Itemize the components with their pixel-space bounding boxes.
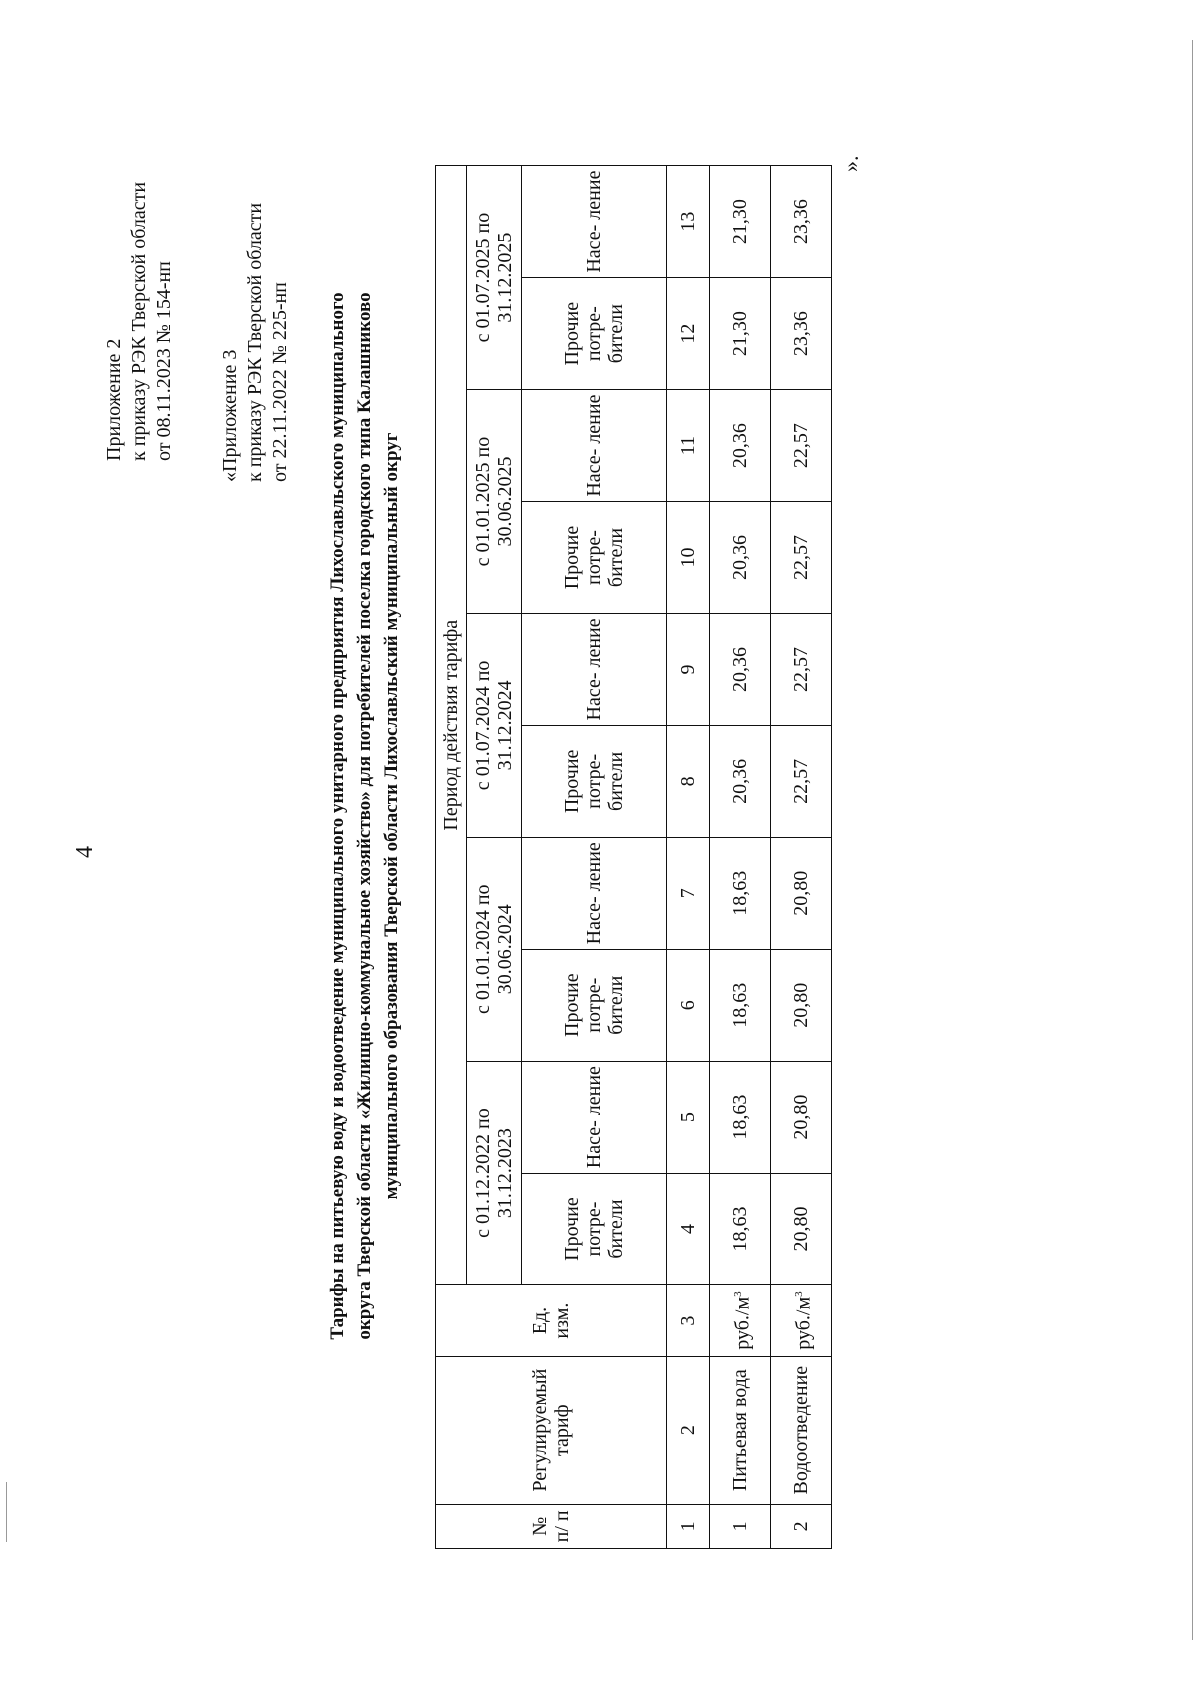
column-number: 10 <box>667 502 710 614</box>
table-row <box>771 166 832 1549</box>
column-number: 4 <box>667 1173 710 1285</box>
column-number: 3 <box>667 1285 710 1356</box>
tariff-table <box>435 165 832 1549</box>
appendix-previous-date: от 22.11.2022 № 225-нп <box>269 282 291 482</box>
column-number-row <box>667 166 710 1549</box>
consumer-others: Прочие потре- бители <box>522 949 667 1061</box>
consumer-others: Прочие потре- бители <box>522 1173 667 1285</box>
period-4: с 01.01.2025 по 30.06.2025 <box>467 390 522 614</box>
column-number: 1 <box>667 1504 710 1548</box>
consumer-population: Насе- ление <box>522 1061 667 1173</box>
tariff-value: 22,57 <box>771 390 832 502</box>
row-unit: $руб./м^3$ <box>710 1285 771 1356</box>
appendix-current-block <box>102 182 177 461</box>
column-number: 5 <box>667 1061 710 1173</box>
appendix-current-title: Приложение 2 <box>103 338 125 461</box>
tariff-value: 18,63 <box>710 1173 771 1285</box>
tariff-value: 20,36 <box>710 613 771 725</box>
heading-line-1: Тарифы на питьевую воду и водоотведение муниципального унитарного предприятия Лихославльского муниципального <box>327 292 348 1340</box>
tariff-value: 20,80 <box>771 1173 832 1285</box>
appendix-previous-title: «Приложение 3 <box>219 349 241 482</box>
appendix-previous-order: к приказу РЭК Тверской области <box>244 202 266 482</box>
appendix-current-order: к приказу РЭК Тверской области <box>128 181 150 461</box>
tariff-value: 20,80 <box>771 837 832 949</box>
column-number: 11 <box>667 390 710 502</box>
column-number: 13 <box>667 166 710 278</box>
tariff-value: 23,36 <box>771 166 832 278</box>
period-1: с 01.12.2022 по 31.12.2023 <box>467 1061 522 1285</box>
heading-line-3: муниципального образования Тверской области Лихославльский муниципальный округ <box>381 432 402 1200</box>
column-number: 2 <box>667 1356 710 1504</box>
consumer-others: Прочие потре- бители <box>522 502 667 614</box>
header-num: № п/ п <box>436 1504 667 1548</box>
tariff-value: 22,57 <box>771 502 832 614</box>
tariff-value: 21,30 <box>710 278 771 390</box>
row-num: 2 <box>771 1504 832 1548</box>
tariff-value: 23,36 <box>771 278 832 390</box>
column-number: 12 <box>667 278 710 390</box>
tariff-value: 20,80 <box>771 949 832 1061</box>
tariff-value: 18,63 <box>710 949 771 1061</box>
header-period: Период действия тарифа <box>436 166 467 1286</box>
tariff-value: 18,63 <box>710 1061 771 1173</box>
period-2: с 01.01.2024 по 30.06.2024 <box>467 837 522 1061</box>
row-name: Питьевая вода <box>710 1356 771 1504</box>
appendix-current-date: от 08.11.2023 № 154-нп <box>153 261 175 461</box>
period-3: с 01.07.2024 по 31.12.2024 <box>467 613 522 837</box>
consumer-population: Насе- ление <box>522 166 667 278</box>
closing-quote: ». <box>838 155 863 172</box>
tariff-value: 20,36 <box>710 725 771 837</box>
appendix-previous-block <box>218 203 293 482</box>
tariff-value: 22,57 <box>771 613 832 725</box>
row-num: 1 <box>710 1504 771 1548</box>
tariff-value: 20,80 <box>771 1061 832 1173</box>
document-heading <box>324 126 405 1506</box>
consumer-others: Прочие потре- бители <box>522 725 667 837</box>
consumer-population: Насе- ление <box>522 837 667 949</box>
tariff-value: 22,57 <box>771 725 832 837</box>
page-number: 4 <box>72 846 98 858</box>
header-tariff: Регулируемый тариф <box>436 1356 667 1504</box>
column-number: 6 <box>667 949 710 1061</box>
consumer-population: Насе- ление <box>522 390 667 502</box>
column-number: 7 <box>667 837 710 949</box>
header-unit: Ед. изм. <box>436 1285 667 1356</box>
period-5: с 01.07.2025 по 31.12.2025 <box>467 166 522 390</box>
tariff-value: 20,36 <box>710 502 771 614</box>
column-number: 9 <box>667 613 710 725</box>
tariff-value: 21,30 <box>710 166 771 278</box>
consumer-others: Прочие потре- бители <box>522 278 667 390</box>
heading-line-2: округа Тверской области «Жилищно-коммунальное хозяйство» для потребителей поселка городского типа Калашниково <box>354 292 375 1340</box>
row-name: Водоотведение <box>771 1356 832 1504</box>
consumer-population: Насе- ление <box>522 613 667 725</box>
tariff-value: 20,36 <box>710 390 771 502</box>
column-number: 8 <box>667 725 710 837</box>
table-row <box>710 166 771 1549</box>
row-unit: $руб./м^3$ <box>771 1285 832 1356</box>
tariff-value: 18,63 <box>710 837 771 949</box>
